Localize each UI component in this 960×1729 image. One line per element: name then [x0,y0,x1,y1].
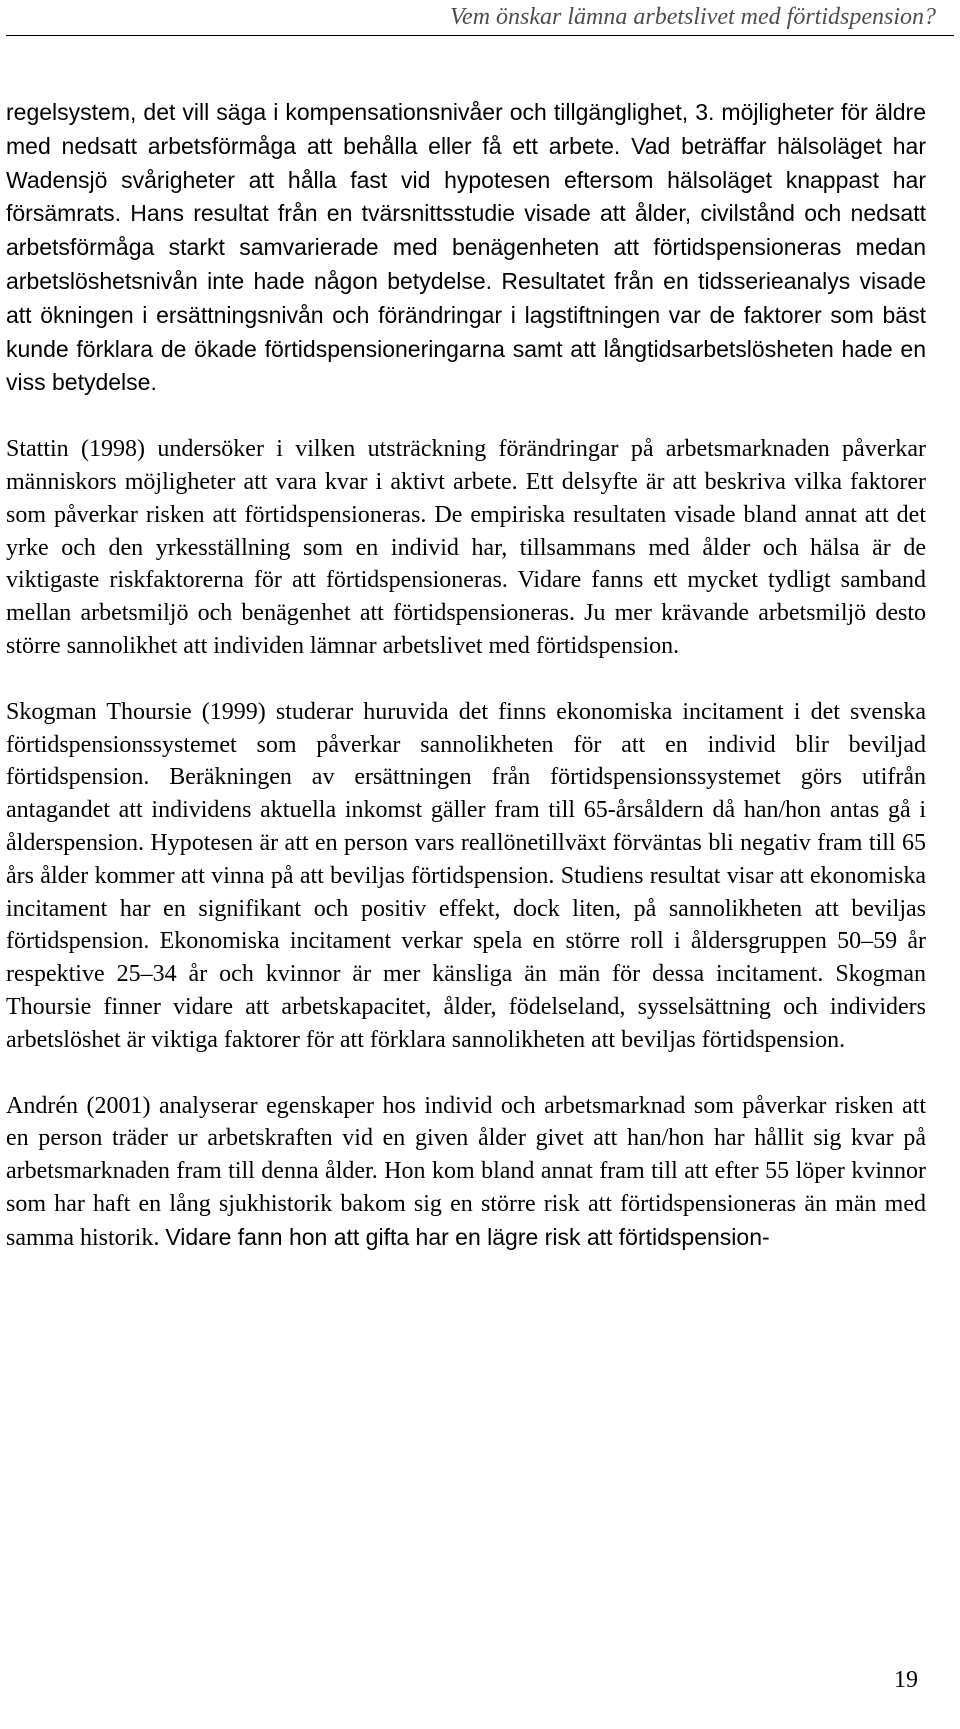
page-number: 19 [894,1667,918,1693]
running-header-title: Vem önskar lämna arbetslivet med förtidspension? [450,4,936,30]
paragraph-4 [6,1090,926,1255]
paragraph-4-text: Andrén (2001) analyserar egenskaper hos individ och arbetsmarknad som påverkar risken att en person träder ur arbetskraften vid en given ålder givet att han/hon har hållit sig kvar på arbetsmarknaden fram till denna ålder. Hon kom bland annat fram till att efter 55 löper kvinnor som har haft en lång sjukhistorik bakom sig en större risk att förtidspensioneras än män med samma historik. [6,1092,926,1251]
paragraph-2-text: Stattin (1998) undersöker i vilken utsträckning förändringar på arbetsmarknaden påverkar människors möjligheter att vara kvar i aktivt arbete. Ett delsyfte är att beskriva vilka faktorer som påverkar risken att förtidspensioneras. De empiriska resultaten visade bland annat att det yrke och den yrkesställning som en individ har, tillsammans med ålder och hälsa är de viktigaste riskfaktorerna för att förtidspensioneras. Vidare fanns ett mycket tydligt samband mellan arbetsmiljö och benägenhet att förtidspensioneras. Ju mer krävande arbetsmiljö desto större sannolikhet att individen lämnar arbetslivet med förtidspension. [6,436,926,659]
paragraph-3-text: Skogman Thoursie (1999) studerar huruvida det finns ekonomiska incitament i det svenska förtidspensionssystemet som påverkar sannolikheten för att en individ blir beviljad förtidspension. Beräkningen av ersättningen från förtidspensionssystemet görs utifrån antagandet att individens aktuella inkomst gäller fram till 65-årsåldern då han/hon antas gå i ålderspension. Hypotesen är att en person vars reallönetillväxt förväntas bli negativ fram till 65 års ålder kommer att vinna på att beviljas förtidspension. Studiens resultat visar att ekonomiska incitament har en signifikant och positiv effekt, dock liten, på sannolikheten att beviljas förtidspension. Ekonomiska incitament verkar spela en större roll i åldersgruppen 50–59 år respektive 25–34 år och kvinnor är mer känsliga än män för dessa incitament. Skogman Thoursie finner vidare att arbetskapacitet, ålder, födelseland, sysselsättning och individers arbetslöshet är viktiga faktorer för att förklara sannolikheten att beviljas förtidspension. [6,698,926,1053]
paragraph-1 [6,96,926,400]
paragraph-1-text: regelsystem, det vill säga i kompensationsnivåer och tillgänglighet, 3. möjligheter för äldre med nedsatt arbetsförmåga att behålla eller få ett arbete. Vad beträffar hälsoläget har Wadensjö svårigheter att hålla fast vid hypotesen eftersom hälsoläget knappast har försämrats. Hans resultat från en tvärsnittsstudie visade att ålder, civilstånd och nedsatt arbetsförmåga starkt samvarierade med benägenheten att förtidspensioneras medan arbetslöshetsnivån inte hade någon betydelse. Resultatet från en tidsserieanalys visade att ökningen i ersättningsnivån och förändringar i lagstiftningen var de faktorer som bäst kunde förklara de ökade förtidspensioneringarna samt att långtidsarbetslösheten hade en viss betydelse. [6,99,926,396]
body-text [6,96,926,1255]
paragraph-2 [6,433,926,663]
paragraph-4-text-continued: Vidare fann hon att gifta har en lägre risk att förtidspension- [165,1223,770,1250]
running-header [6,0,954,36]
paragraph-3 [6,696,926,1057]
